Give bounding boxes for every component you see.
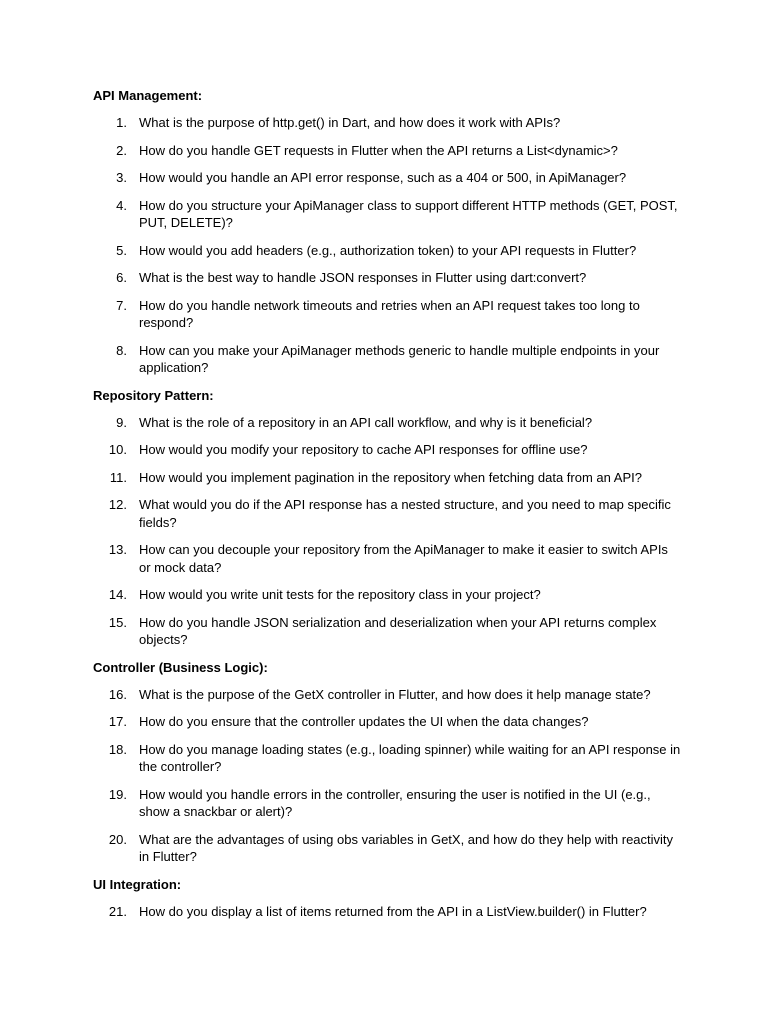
question-number: 19. xyxy=(108,786,127,802)
question-number: 10. xyxy=(108,442,127,457)
question-item xyxy=(93,786,683,821)
document-content xyxy=(93,87,683,930)
question-item xyxy=(93,741,683,776)
question-text: How do you handle network timeouts and retries when an API request takes too long to respond? xyxy=(139,297,640,330)
question-text: How would you implement pagination in the repository when fetching data from an API? xyxy=(139,469,642,485)
question-text: What would you do if the API response has a nested structure, and you need to map specific fields? xyxy=(139,497,671,530)
question-number: 16. xyxy=(108,686,127,702)
question-text: How can you decouple your repository from the ApiManager to make it easier to switch APIs or mock data? xyxy=(139,542,668,575)
question-number: 9. xyxy=(116,414,127,430)
question-number: 13. xyxy=(108,542,127,557)
question-text: How would you modify your repository to cache API responses for offline use? xyxy=(139,442,588,457)
question-text: What are the advantages of using obs variables in GetX, and how do they help with reactivity in Flutter? xyxy=(139,831,674,864)
question-item xyxy=(93,496,683,531)
section-heading: Repository Pattern: xyxy=(93,387,214,403)
question-text: What is the role of a repository in an API call workflow, and why is it beneficial? xyxy=(139,414,593,430)
question-text: How do you ensure that the controller updates the UI when the data changes? xyxy=(139,714,589,729)
question-item xyxy=(93,342,683,377)
question-item xyxy=(93,269,683,287)
question-item xyxy=(93,614,683,649)
question-number: 1. xyxy=(116,115,127,130)
question-number: 4. xyxy=(116,197,127,213)
question-number: 14. xyxy=(108,587,127,602)
section-api-management xyxy=(93,87,683,377)
question-number: 2. xyxy=(116,142,127,158)
question-item xyxy=(93,297,683,332)
question-item xyxy=(93,686,683,704)
question-text: How do you structure your ApiManager class to support different HTTP methods (GET, POST, PUT, DELETE)? xyxy=(139,197,678,230)
question-number: 11. xyxy=(109,469,127,485)
question-text: What is the purpose of the GetX controller in Flutter, and how does it help manage state? xyxy=(139,686,651,702)
question-item xyxy=(93,713,683,731)
question-number: 3. xyxy=(116,170,127,185)
section-heading: Controller (Business Logic): xyxy=(93,659,268,675)
question-list xyxy=(93,114,683,377)
question-number: 5. xyxy=(116,242,127,258)
question-item xyxy=(93,469,683,487)
question-list xyxy=(93,686,683,866)
question-text: How do you manage loading states (e.g., loading spinner) while waiting for an API response in the controller? xyxy=(139,741,681,774)
question-number: 20. xyxy=(108,831,127,847)
question-number: 8. xyxy=(116,342,127,358)
section-ui-integration xyxy=(93,876,683,921)
section-controller xyxy=(93,659,683,866)
question-number: 21. xyxy=(108,903,127,919)
question-item xyxy=(93,831,683,866)
question-number: 15. xyxy=(108,614,127,630)
section-repository-pattern xyxy=(93,387,683,649)
question-text: How can you make your ApiManager methods generic to handle multiple endpoints in your application? xyxy=(139,342,660,375)
question-item xyxy=(93,441,683,459)
question-text: How would you add headers (e.g., authorization token) to your API requests in Flutter? xyxy=(139,242,637,258)
question-item xyxy=(93,541,683,576)
question-item xyxy=(93,142,683,160)
question-item xyxy=(93,903,683,921)
question-text: How do you display a list of items returned from the API in a ListView.builder() in Flutter? xyxy=(139,903,647,919)
question-number: 6. xyxy=(116,270,127,285)
question-text: How would you handle errors in the controller, ensuring the user is notified in the UI (e.g., show a snackbar or alert)? xyxy=(139,786,651,819)
question-item xyxy=(93,586,683,604)
question-text: How would you handle an API error response, such as a 404 or 500, in ApiManager? xyxy=(139,170,627,185)
section-heading: API Management: xyxy=(93,88,203,103)
question-number: 18. xyxy=(108,741,127,757)
question-text: What is the best way to handle JSON responses in Flutter using dart:convert? xyxy=(139,270,587,285)
question-item xyxy=(93,197,683,232)
question-text: How do you handle JSON serialization and deserialization when your API returns complex objects? xyxy=(139,614,657,647)
question-item xyxy=(93,242,683,260)
question-number: 12. xyxy=(108,497,127,512)
question-number: 7. xyxy=(116,297,127,313)
question-list xyxy=(93,414,683,649)
question-text: How would you write unit tests for the repository class in your project? xyxy=(139,587,541,602)
question-text: How do you handle GET requests in Flutter when the API returns a List<dynamic>? xyxy=(139,142,618,158)
question-item xyxy=(93,414,683,432)
question-text: What is the purpose of http.get() in Dart, and how does it work with APIs? xyxy=(139,115,561,130)
question-number: 17. xyxy=(108,714,127,729)
question-item xyxy=(93,169,683,187)
question-list xyxy=(93,903,683,921)
question-item xyxy=(93,114,683,132)
section-heading: UI Integration: xyxy=(93,876,182,892)
